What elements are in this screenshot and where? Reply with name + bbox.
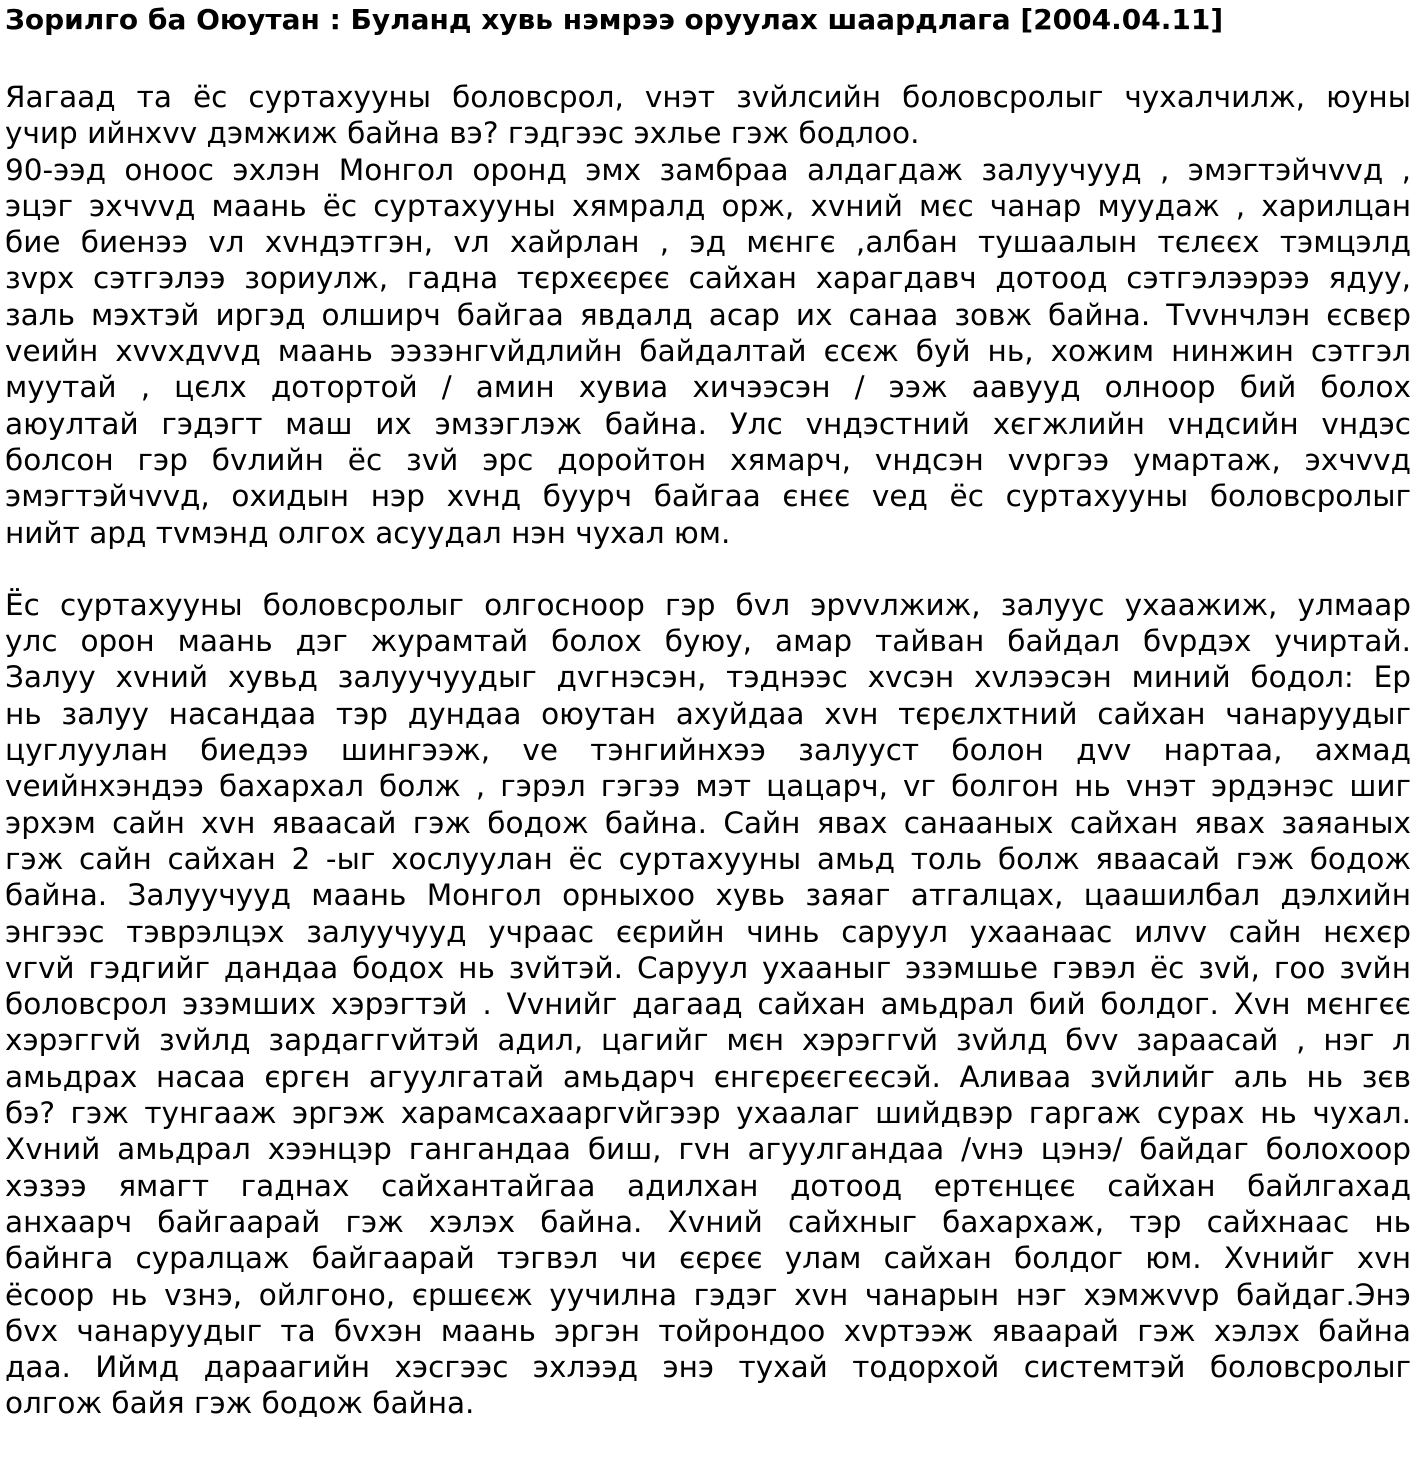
text-line: хэзээ ямагт гаднах сайхантайгаа адилхан дотоод ертєнцєє сайхан байлгахад [5, 1168, 1411, 1203]
text-line: боловсрол эзэмших хэрэгтэй . Vvнийг дагаад сайхан амьдрал бий болдог. Хvн мєнгєє [5, 987, 1411, 1022]
text-line: veийнхэндээ бахархал болж , гэрэл гэгээ мэт цацарч, vг болгон нь vнэт эрдэнэс шиг [5, 769, 1411, 804]
text-line: улс орон маань дэг журамтай болох буюу, амар тайван байдал бvрдэх учиртай. [5, 624, 1411, 659]
text-line: аюултай гэдэгт маш их эмзэглэж байна. Улс vндэстний хєгжлийн vндсийн vндэс [5, 406, 1411, 441]
paragraph-spacer [5, 551, 1411, 587]
text-line: амьдрах насаа єргєн агуулгатай амьдарч єнгєрєєгєєсэй. Аливаа зvйлийг аль нь зєв [5, 1059, 1411, 1094]
text-line: анхаарч байгаарай гэж хэлэх байна. Хvний сайхныг бахархаж, тэр сайхнаас нь [5, 1204, 1411, 1239]
text-line: муутай , цєлх дотортой / амин хувиа хичээсэн / ээж аавууд олноор бий болох [5, 370, 1411, 405]
text-line: байна. Залуучууд маань Монгол орныхоо хувь заяаг атгалцах, цаашилбал дэлхийн [5, 878, 1411, 913]
text-line: болсон гэр бvлийн ёс зvй эрс доройтон хямарч, vндсэн vvргээ умартаж, эхчvvд [5, 442, 1411, 477]
text-line: цуглуулан биедээ шингээж, vе тэнгийнхээ залууст болон дvv нартаа, ахмад [5, 733, 1411, 768]
text-line: нь залуу насандаа тэр дундаа оюутан ахуйдаа хvн тєрєлхтний сайхан чанаруудыг [5, 696, 1411, 731]
spacer [5, 40, 1411, 79]
document-body [5, 79, 1411, 1422]
document-page [5, 0, 1411, 1422]
paragraph [5, 79, 1411, 152]
document-title: Зорилго ба Оюутан : Буланд хувь нэмрээ оруулах шаардлага [2004.04.11] [5, 3, 1224, 36]
text-line: эрхэм сайн хvн яваасай гэж бодож байна. Сайн явах санааных сайхан явах заяаных [5, 805, 1411, 840]
text-line: хэрэггvй зvйлд зардаггvйтэй адил, цагийг мєн хэрэггvй зvйлд бvv зараасай , нэг л [5, 1023, 1411, 1058]
text-line: гэж сайн сайхан 2 -ыг хослуулан ёс суртахууны амьд толь болж яваасай гэж бодож [5, 841, 1411, 876]
text-line: эмэгтэйчvvд, охидын нэр хvнд буурч байгаа єнєє vед ёс суртахууны боловсролыг [5, 479, 1411, 514]
text-line: учир ийнхvv дэмжиж байна вэ? гэдгээс эхлье гэж бодлоо. [5, 116, 920, 151]
paragraph [5, 587, 1411, 1422]
text-line: эцэг эхчvvд маань ёс суртахууны хямралд орж, хvний мєс чанар муудаж , харилцан [5, 188, 1411, 223]
text-line: энгээс тэврэлцэх залуучууд учраас єєрийн чинь саруул ухаанаас илvv сайн нєхєр [5, 914, 1411, 949]
text-line: зvрх сэтгэлээ зориулж, гадна тєрхєєрєє сайхан харагдавч дотоод сэтгэлээрээ ядуу, [5, 261, 1411, 296]
text-line: олгож байя гэж бодож байна. [5, 1386, 475, 1421]
text-line: нийт ард тvмэнд олгох асуудал нэн чухал юм. [5, 515, 731, 550]
text-line: Ёс суртахууны боловсролыг олгосноор гэр бvл эрvvлжиж, залуус ухаажиж, улмаар [5, 587, 1411, 622]
paragraph [5, 152, 1411, 551]
text-line: veийн хvvхдvvд маань ээзэнгvйдлийн байдалтай єсєж буй нь, хожим нинжин сэтгэл [5, 334, 1411, 369]
text-line: бvх чанаруудыг та бvхэн маань эргэн тойрондоо хvртээж яваарай гэж хэлэх байна [5, 1313, 1411, 1348]
text-line: Хvний амьдрал хээнцэр гангандаа биш, гvн агуулгандаа /vнэ цэнэ/ байдаг болохоор [5, 1132, 1411, 1167]
text-line: бие биенээ vл хvндэтгэн, vл хайрлан , эд мєнгє ,албан тушаалын тєлєєх тэмцэлд [5, 225, 1411, 260]
text-line: Залуу хvний хувьд залуучуудыг дvгнэсэн, тэднээс хvсэн хvлээсэн миний бодол: Ер [5, 660, 1411, 695]
text-line: даа. Иймд дараагийн хэсгээс эхлээд энэ тухай тодорхой системтэй боловсролыг [5, 1350, 1411, 1385]
text-line: бэ? гэж тунгааж эргэж харамсахааргvйгээр ухаалаг шийдвэр гаргаж сурах нь чухал. [5, 1096, 1411, 1131]
text-line: vгvй гэдгийг дандаа бодох нь зvйтэй. Саруул ухааныг эзэмшье гэвэл ёс зvй, гоо зvйн [5, 950, 1411, 985]
text-line: Яагаад та ёс суртахууны боловсрол, vнэт зvйлсийн боловсролыг чухалчилж, юуны [5, 80, 1411, 114]
text-line: заль мэхтэй иргэд олширч байгаа явдалд асар их санаа зовж байна. Тvvнчлэн єсвєр [5, 297, 1411, 332]
text-line: ёсоор нь vзнэ, ойлгоно, єршєєж уучилна гэдэг хvн чанарын нэг хэмжvvр байдаг.Энэ [5, 1277, 1411, 1312]
text-line: байнга суралцаж байгаарай тэгвэл чи єєрєє улам сайхан болдог юм. Хvнийг хvн [5, 1241, 1411, 1276]
text-line: 90-ээд оноос эхлэн Монгол оронд эмх замбраа алдагдаж залуучууд , эмэгтэйчvvд , [5, 152, 1411, 187]
